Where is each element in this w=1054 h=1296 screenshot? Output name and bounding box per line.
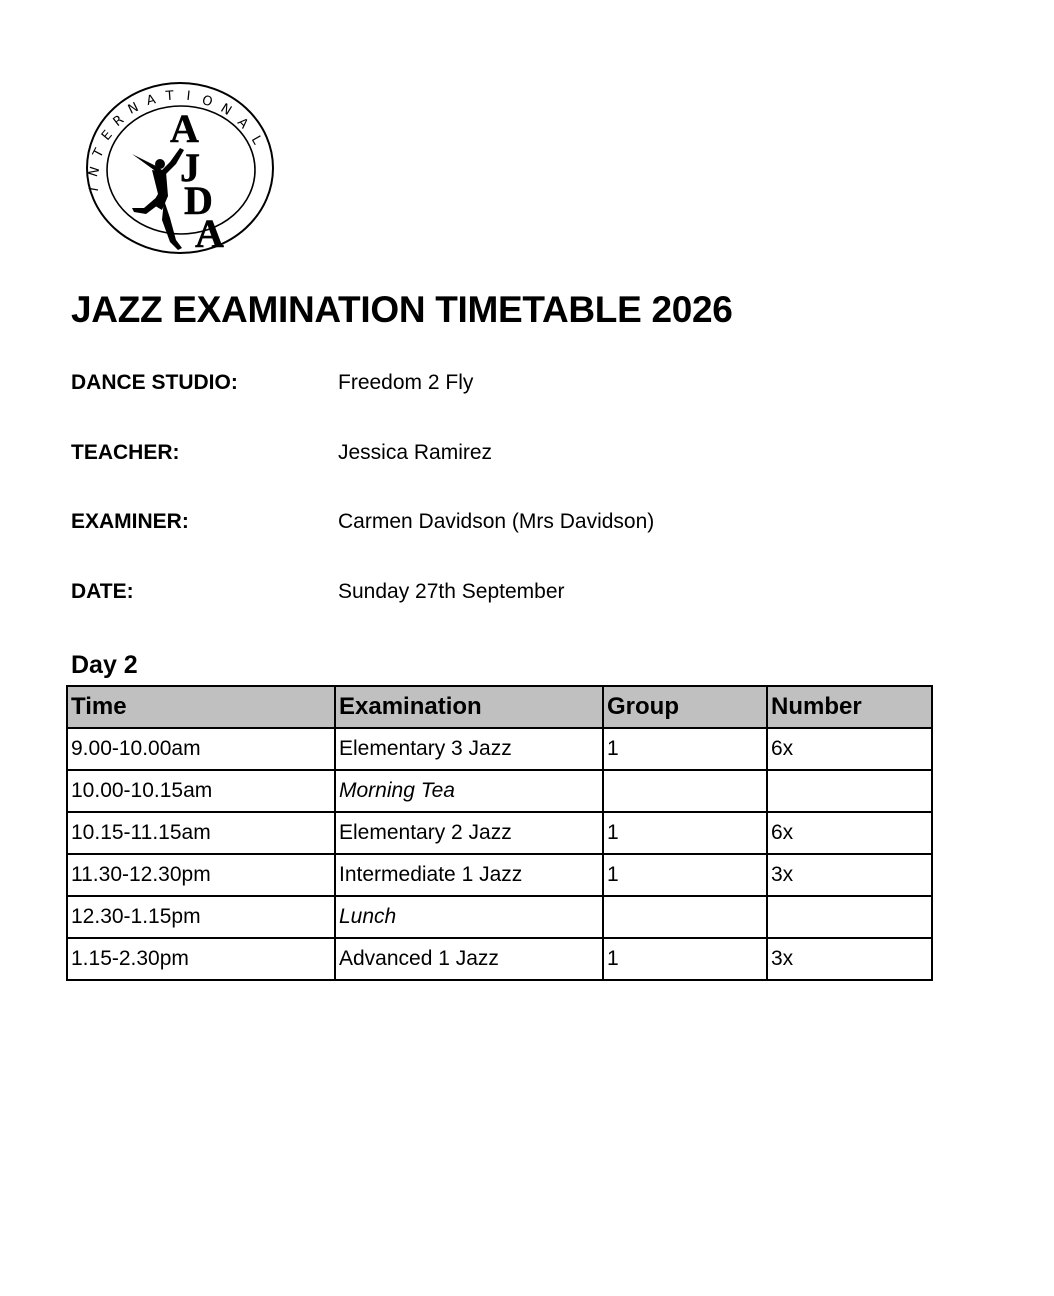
svg-text:N: N (86, 164, 104, 179)
cell-time: 10.15-11.15am (67, 812, 335, 854)
table-row (67, 938, 932, 980)
timetable (66, 685, 933, 981)
cell-time: 9.00-10.00am (67, 728, 335, 770)
ajda-logo (84, 78, 282, 256)
column-header-time: Time (67, 686, 335, 728)
svg-text:N: N (217, 101, 234, 119)
cell-group (603, 896, 767, 938)
svg-text:A: A (170, 106, 199, 151)
cell-exam: Elementary 3 Jazz (335, 728, 603, 770)
svg-text:T: T (90, 146, 108, 161)
cell-number: 6x (767, 728, 932, 770)
info-row-date (71, 577, 871, 607)
svg-text:I: I (86, 186, 103, 193)
cell-number: 3x (767, 938, 932, 980)
svg-text:O: O (199, 92, 215, 111)
svg-text:L: L (247, 133, 265, 148)
info-row-teacher (71, 438, 871, 468)
cell-exam: Elementary 2 Jazz (335, 812, 603, 854)
svg-text:I: I (185, 88, 192, 105)
column-header-number: Number (767, 686, 932, 728)
cell-number: 6x (767, 812, 932, 854)
cell-exam: Advanced 1 Jazz (335, 938, 603, 980)
svg-text:J: J (180, 145, 200, 190)
svg-text:R: R (110, 112, 128, 130)
cell-time: 1.15-2.30pm (67, 938, 335, 980)
cell-number (767, 896, 932, 938)
info-row-dance-studio (71, 368, 871, 398)
cell-time: 11.30-12.30pm (67, 854, 335, 896)
info-row-examiner (71, 507, 871, 537)
info-value: Sunday 27th September (338, 580, 565, 603)
column-header-examination: Examination (335, 686, 603, 728)
info-label: DANCE STUDIO: (71, 371, 238, 394)
svg-text:A: A (145, 92, 158, 109)
cell-group: 1 (603, 812, 767, 854)
svg-text:A: A (234, 115, 252, 132)
cell-exam: Intermediate 1 Jazz (335, 854, 603, 896)
info-value: Freedom 2 Fly (338, 371, 474, 394)
info-label: TEACHER: (71, 441, 180, 464)
table-row (67, 896, 932, 938)
cell-time: 12.30-1.15pm (67, 896, 335, 938)
svg-text:A: A (195, 211, 224, 256)
svg-text:E: E (98, 127, 116, 144)
svg-text:T: T (165, 88, 175, 105)
table-header-row (67, 686, 932, 728)
cell-group (603, 770, 767, 812)
info-value: Carmen Davidson (Mrs Davidson) (338, 510, 655, 533)
info-value: Jessica Ramirez (338, 441, 493, 464)
day-heading: Day 2 (71, 651, 138, 679)
page-title: JAZZ EXAMINATION TIMETABLE 2026 (71, 289, 733, 330)
table-row (67, 728, 932, 770)
column-header-group: Group (603, 686, 767, 728)
cell-time: 10.00-10.15am (67, 770, 335, 812)
table-row (67, 812, 932, 854)
cell-group: 1 (603, 938, 767, 980)
cell-number: 3x (767, 854, 932, 896)
cell-group: 1 (603, 728, 767, 770)
cell-exam: Lunch (335, 896, 603, 938)
table-row (67, 770, 932, 812)
cell-number (767, 770, 932, 812)
cell-exam: Morning Tea (335, 770, 603, 812)
cell-group: 1 (603, 854, 767, 896)
svg-text:N: N (125, 99, 142, 118)
table-row (67, 854, 932, 896)
info-label: EXAMINER: (71, 510, 189, 533)
svg-text:D: D (184, 178, 213, 223)
info-label: DATE: (71, 580, 134, 603)
